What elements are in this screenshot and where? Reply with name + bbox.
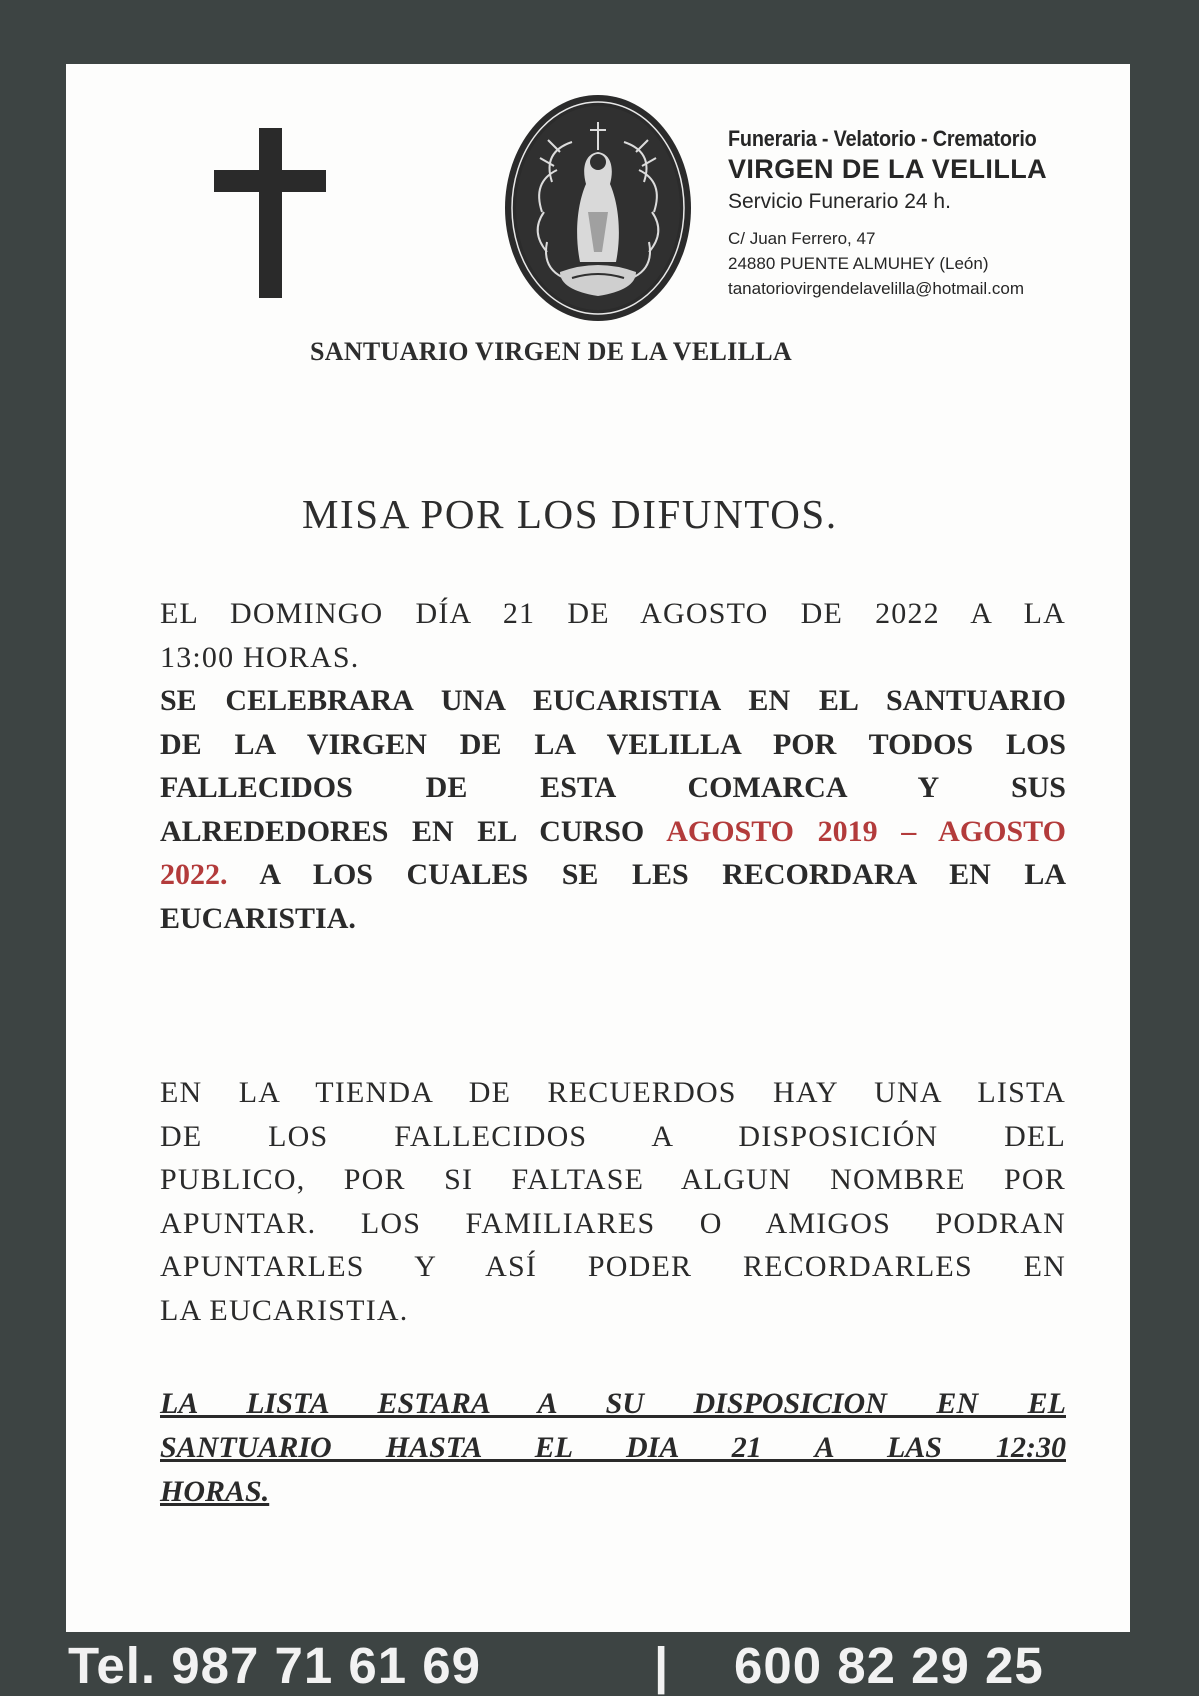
telephone-number: Tel. 987 71 61 69 (68, 1637, 482, 1694)
text-line: HORAS. (160, 1475, 270, 1508)
period-highlight: 2022. (160, 858, 228, 892)
eucharist-paragraph (160, 679, 1066, 941)
virgin-seal-icon (502, 92, 694, 324)
service-24h: Servicio Funerario 24 h. (728, 190, 951, 213)
company-name: VIRGEN DE LA VELILLA (728, 154, 1048, 184)
deadline-paragraph (160, 1382, 1066, 1514)
text-line: EN LA TIENDA DE RECUERDOS HAY UNA LISTA (160, 1076, 1066, 1109)
text-line: DE LA VIRGEN DE LA VELILLA POR TODOS LOS (160, 727, 1066, 761)
text-line: DE LOS FALLECIDOS A DISPOSICIÓN DEL (160, 1119, 1066, 1153)
mass-date-paragraph (160, 592, 1066, 679)
cross-icon (214, 128, 326, 298)
text-line: FALLECIDOS DE ESTA COMARCA Y SUS (160, 771, 1066, 805)
period-highlight: AGOSTO 2019 – AGOSTO (666, 814, 1066, 848)
address-city: 24880 PUENTE ALMUHEY (León) (728, 254, 989, 273)
text-segment: A LOS CUALES SE LES RECORDARA EN LA (227, 858, 1066, 892)
text-line: APUNTAR. LOS FAMILIARES O AMIGOS PODRAN (160, 1206, 1066, 1240)
funeral-home-header (728, 126, 1128, 301)
text-line: LA LISTA ESTARA A SU DISPOSICION EN EL (160, 1387, 1066, 1420)
main-title: MISA POR LOS DIFUNTOS. (302, 491, 838, 537)
text-line: EL DOMINGO DÍA 21 DE AGOSTO DE 2022 A LA (160, 597, 1066, 630)
text-line (160, 810, 1066, 854)
text-line: SANTUARIO HASTA EL DIA 21 A LAS 12:30 (160, 1431, 1066, 1464)
address-street: C/ Juan Ferrero, 47 (728, 229, 876, 248)
text-line: EUCARISTIA. (160, 901, 356, 935)
text-line (160, 853, 1066, 897)
text-line: APUNTARLES Y ASÍ PODER RECORDARLES EN (160, 1250, 1066, 1284)
text-line: 13:00 HORAS. (160, 640, 360, 674)
services-line: Funeraria - Velatorio - Crematorio (728, 126, 1037, 151)
text-line: LA EUCARISTIA. (160, 1293, 409, 1327)
text-line: PUBLICO, POR SI FALTASE ALGUN NOMBRE POR (160, 1163, 1066, 1197)
sanctuary-title: SANTUARIO VIRGEN DE LA VELILLA (310, 337, 792, 366)
mobile-number: 600 82 29 25 (734, 1637, 1044, 1694)
text-segment: ALREDEDORES EN EL CURSO (160, 814, 667, 848)
separator: | (654, 1637, 670, 1694)
text-line: SE CELEBRARA UNA EUCARISTIA EN EL SANTUARIO (160, 684, 1066, 717)
email-address: tanatoriovirgendelavelilla@hotmail.com (728, 279, 1025, 298)
list-paragraph (160, 1071, 1066, 1333)
